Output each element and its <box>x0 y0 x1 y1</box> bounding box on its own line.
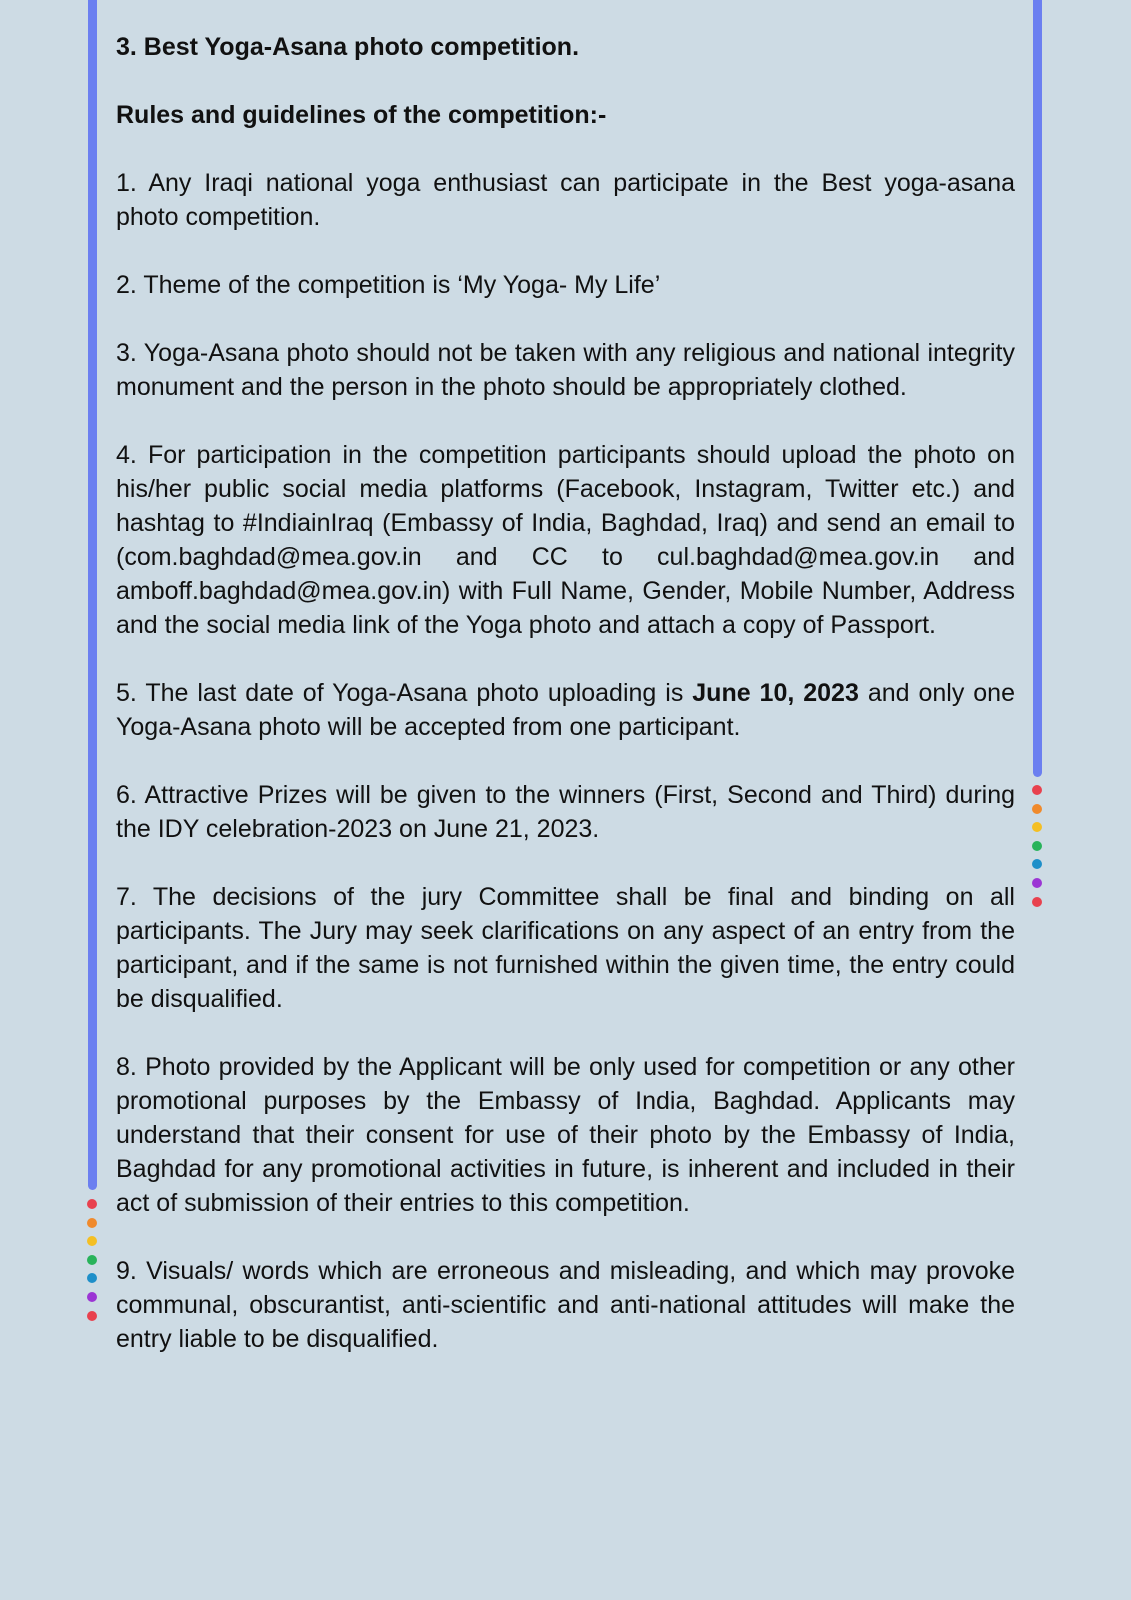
document-body <box>116 30 1015 1390</box>
dot-red <box>1032 785 1042 795</box>
rule-3: 3. Yoga-Asana photo should not be taken with any religious and national integrity monument and the person in the photo should be appropriately clothed. <box>116 339 1015 401</box>
rule-8: 8. Photo provided by the Applicant will be only used for competition or any other promotional purposes by the Embassy of India, Baghdad. Applicants may understand that their consent for use of their photo by the Embassy of India, Baghdad for any promotional activities in future, is inherent and included in their act of submission of their entries to this competition. <box>116 1053 1015 1217</box>
rule-4: 4. For participation in the competition participants should upload the photo on his/her public social media platforms (Facebook, Instagram, Twitter etc.) and hashtag to #IndiainIraq (Embassy of India, Baghdad, Iraq) and send an email to (com.baghdad@mea.gov.in and CC to cul.baghdad@mea.gov.in and amboff.baghdad@mea.gov.in) with Full Name, Gender, Mobile Number, Address and the social media link of the Yoga photo and attach a copy of Passport. <box>116 441 1015 639</box>
dot-orange <box>1032 804 1042 814</box>
dot-blue <box>1032 859 1042 869</box>
left-accent-bar <box>88 0 97 1190</box>
rule-5-text-end: and only one Yoga-Asana photo will be accepted from one participant. <box>116 679 1015 741</box>
deadline-date: June 10, 2023 <box>692 679 859 707</box>
rule-5-text-start: 5. The last date of Yoga-Asana photo uploading is <box>116 679 693 707</box>
dot-green <box>1032 841 1042 851</box>
dot-green <box>87 1255 97 1265</box>
left-color-dots <box>87 1199 97 1329</box>
rule-7: 7. The decisions of the jury Committee shall be final and binding on all participants. The Jury may seek clarifications on any aspect of an entry from the participant, and if the same is not furnished within the given time, the entry could be disqualified. <box>116 883 1015 1013</box>
dot-purple <box>1032 878 1042 888</box>
dot-yellow <box>1032 822 1042 832</box>
rule-6: 6. Attractive Prizes will be given to the winners (First, Second and Third) during the IDY celebration-2023 on June 21, 2023. <box>116 781 1015 843</box>
rules-subheading: Rules and guidelines of the competition:- <box>116 101 607 129</box>
rule-9: 9. Visuals/ words which are erroneous and misleading, and which may provoke communal, obscurantist, anti-scientific and anti-national attitudes will make the entry liable to be disqualified. <box>116 1257 1015 1353</box>
dot-red <box>1032 897 1042 907</box>
dot-red <box>87 1311 97 1321</box>
rule-5 <box>116 676 1015 744</box>
right-accent-bar <box>1033 0 1042 777</box>
dot-orange <box>87 1218 97 1228</box>
rule-2: 2. Theme of the competition is ‘My Yoga- My Life’ <box>116 271 661 299</box>
dot-purple <box>87 1292 97 1302</box>
rule-1: 1. Any Iraqi national yoga enthusiast can participate in the Best yoga-asana photo competition. <box>116 169 1015 231</box>
dot-blue <box>87 1273 97 1283</box>
dot-red <box>87 1199 97 1209</box>
dot-yellow <box>87 1236 97 1246</box>
right-color-dots <box>1032 785 1042 915</box>
section-heading: 3. Best Yoga-Asana photo competition. <box>116 33 580 61</box>
